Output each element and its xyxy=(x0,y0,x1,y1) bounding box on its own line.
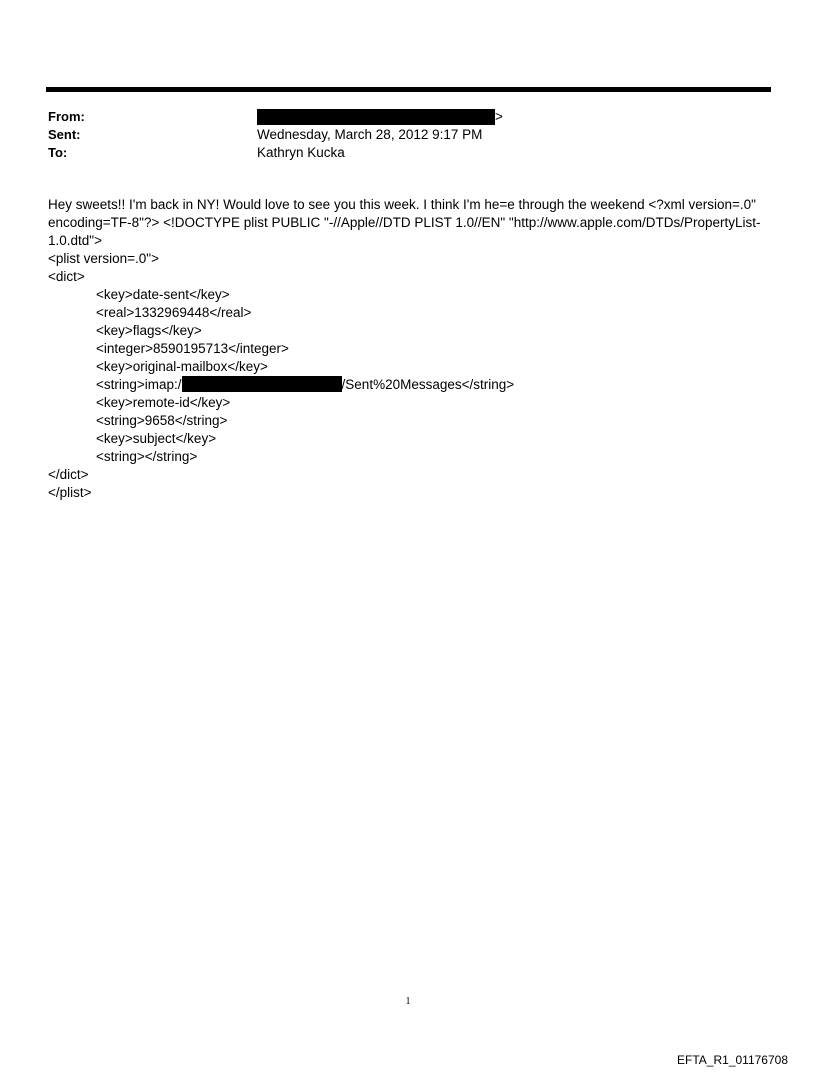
redaction-block xyxy=(257,109,495,125)
page-number: 1 xyxy=(405,996,411,1007)
body-line: </dict> xyxy=(48,467,89,482)
header-rule xyxy=(46,87,771,92)
body-line: <string>9658</string> xyxy=(96,413,228,428)
string-suffix: /Sent%20Messages</string> xyxy=(341,377,515,392)
body-line: <key>original-mailbox</key> xyxy=(96,359,268,374)
body-line: <plist version=.0"> xyxy=(48,251,159,266)
email-body xyxy=(48,196,773,502)
body-line-redacted xyxy=(48,376,773,394)
body-line: <string></string> xyxy=(96,449,198,464)
body-paragraph: Hey sweets!! I'm back in NY! Would love to see you this week. I think I'm he=e through the weekend <?xml version=.0" encoding=TF-8"?> <!DOCTYPE plist PUBLIC "-//Apple//DTD PLIST 1.0//EN" "http://www.apple.com/DTDs/PropertyList-1.0.dtd"> xyxy=(48,197,761,248)
from-suffix: > xyxy=(495,109,503,124)
body-line: </plist> xyxy=(48,485,92,500)
from-label: From: xyxy=(48,109,85,124)
sent-value: Wednesday, March 28, 2012 9:17 PM xyxy=(257,127,483,142)
body-line: <integer>8590195713</integer> xyxy=(96,341,289,356)
to-value: Kathryn Kucka xyxy=(257,145,345,160)
redaction-block xyxy=(182,376,342,392)
body-line: <key>flags</key> xyxy=(96,323,202,338)
body-line: <key>subject</key> xyxy=(96,431,217,446)
body-line: <dict> xyxy=(48,269,85,284)
from-value xyxy=(257,108,503,125)
document-id: EFTA_R1_01176708 xyxy=(677,1053,788,1067)
body-line: <key>remote-id</key> xyxy=(96,395,231,410)
string-prefix: <string>imap:/ xyxy=(96,377,182,392)
sent-label: Sent: xyxy=(48,127,81,142)
to-label: To: xyxy=(48,145,68,160)
body-line: <real>1332969448</real> xyxy=(96,305,252,320)
body-line: <key>date-sent</key> xyxy=(96,287,230,302)
